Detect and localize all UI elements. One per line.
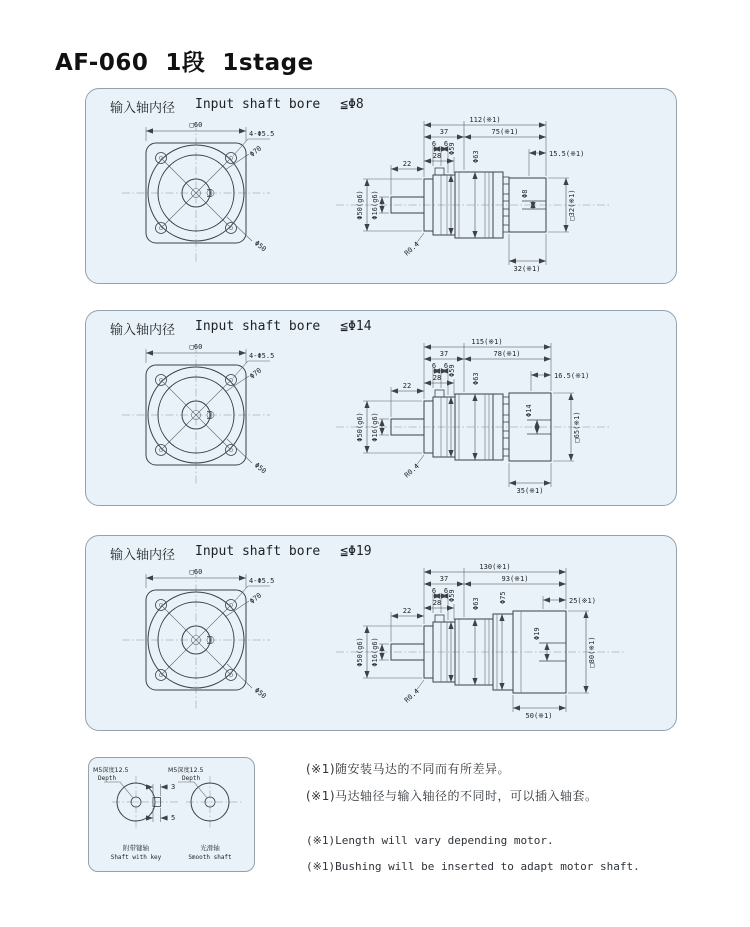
header-label-en: Input shaft bore	[195, 319, 321, 334]
front-view	[122, 121, 274, 263]
depth-label: Depth	[182, 775, 201, 782]
dim-body-diameter-2: Φ63	[472, 150, 480, 163]
dim-input-bore: Φ8	[521, 189, 529, 198]
dim-mount-holes: 4-Φ5.5	[249, 352, 275, 360]
dim-shaft-length: 22	[402, 160, 412, 168]
header-label-cn: 输入轴内径	[110, 101, 176, 116]
caption-smooth-shaft-cn: 光滑轴	[200, 844, 220, 852]
panel-header	[86, 536, 676, 563]
header-bore-spec: ≦Φ14	[340, 319, 372, 334]
dim-total-length: 112(※1)	[469, 116, 501, 124]
dim-pilot-front: Φ50	[252, 239, 268, 254]
caption-smooth-shaft-en: Smooth shaft	[188, 854, 232, 861]
dim-body-diameter-1: Φ59	[448, 142, 456, 155]
dim-bolt-circle: Φ70	[248, 144, 264, 159]
dim-ring-diameter: Φ75	[499, 591, 507, 604]
dim-pilot-diameter: Φ50(g6)	[356, 412, 364, 442]
dim-step-1: 6	[431, 140, 437, 148]
dim-step-1: 6	[431, 362, 437, 370]
dim-fillet: R0.4	[402, 240, 421, 258]
dim-mount-holes: 4-Φ5.5	[249, 130, 275, 138]
header-bore-spec: ≦Φ8	[340, 97, 364, 112]
dim-tip-length: 15.5(※1)	[549, 150, 585, 158]
dim-body-diameter-1: Φ59	[448, 364, 456, 377]
dim-step-2: 6	[443, 587, 449, 595]
dim-bolt-circle: Φ70	[248, 366, 264, 381]
side-view	[336, 116, 609, 273]
footnote-cn-2: (※1)马达轴径与输入轴径的不同时，可以插入轴套。	[306, 789, 598, 803]
caption-shaft-with-key-cn: 附带键轴	[123, 844, 149, 852]
dim-adapter-length: 50(※1)	[525, 712, 553, 720]
panel-header	[86, 311, 676, 338]
dim-28: 28	[432, 152, 442, 160]
dim-key-width: 3	[171, 783, 176, 791]
dim-28: 28	[432, 599, 442, 607]
footnote-en-2: (※1)Bushing will be inserted to adapt motor shaft.	[306, 860, 640, 873]
dim-flange-square: □60	[189, 343, 203, 351]
dim-body-diameter-1: Φ59	[448, 589, 456, 602]
front-view	[122, 343, 274, 485]
footnote-cn-1: (※1)随安装马达的不同而有所差异。	[306, 762, 511, 776]
dim-mount-holes: 4-Φ5.5	[249, 577, 275, 585]
header-label-en: Input shaft bore	[195, 97, 321, 112]
dim-flange-square: □60	[189, 121, 203, 129]
dim-flange-square: □60	[189, 568, 203, 576]
dim-stage-length: 37	[439, 350, 449, 358]
dim-motor-length: 75(※1)	[491, 128, 519, 136]
side-view	[336, 338, 611, 495]
caption-shaft-with-key-en: Shaft with key	[110, 854, 162, 861]
shaft-detail-drawing	[90, 760, 253, 870]
header-label-cn: 输入轴内径	[110, 323, 176, 338]
smooth-shaft-view	[168, 766, 242, 861]
dim-pilot-diameter: Φ50(g6)	[356, 190, 364, 220]
dim-motor-flange-square: □32(※1)	[568, 189, 576, 221]
dim-tip-length: 25(※1)	[569, 597, 596, 605]
dim-stage-length: 37	[439, 128, 449, 136]
dim-motor-flange-square: □65(※1)	[573, 411, 581, 443]
dim-shaft-length: 22	[402, 382, 412, 390]
dim-input-bore: Φ19	[533, 627, 541, 640]
shaft-with-key-view	[93, 766, 178, 861]
dim-output-shaft-diameter: Φ16(g6)	[371, 637, 379, 667]
dim-pilot-front: Φ50	[252, 461, 268, 476]
dim-output-shaft-diameter: Φ16(g6)	[371, 412, 379, 442]
tap-depth-note: M5深度12.5	[168, 767, 204, 774]
dim-motor-length: 93(※1)	[501, 575, 529, 583]
dim-adapter-length: 32(※1)	[513, 265, 541, 273]
depth-label: Depth	[98, 775, 117, 782]
panel-bore-8	[85, 88, 677, 284]
dim-input-bore: Φ14	[525, 404, 533, 417]
dim-fillet: R0.4	[402, 462, 421, 480]
dim-fillet: R0.4	[402, 687, 421, 705]
front-view	[122, 568, 274, 710]
dim-step-1: 6	[431, 587, 437, 595]
panel-bore-19	[85, 535, 677, 731]
side-view	[336, 563, 626, 720]
tap-depth-note: M5深度12.5	[93, 767, 129, 774]
dim-total-length: 115(※1)	[471, 338, 503, 346]
dim-total-length: 130(※1)	[479, 563, 511, 571]
panel-bore-14	[85, 310, 677, 506]
dim-adapter-length: 35(※1)	[516, 487, 544, 495]
dim-tip-length: 16.5(※1)	[554, 372, 590, 380]
dim-bolt-circle: Φ70	[248, 591, 264, 606]
header-bore-spec: ≦Φ19	[340, 544, 372, 559]
dim-shaft-length: 22	[402, 607, 412, 615]
drawing-bore-14	[86, 335, 678, 503]
dim-step-2: 6	[443, 140, 449, 148]
shaft-detail-box	[88, 757, 255, 872]
header-label-en: Input shaft bore	[195, 544, 321, 559]
drawing-bore-19	[86, 560, 678, 728]
header-label-cn: 输入轴内径	[110, 548, 176, 563]
footnote-en-1: (※1)Length will vary depending motor.	[306, 834, 554, 847]
dim-output-shaft-diameter: Φ16(g6)	[371, 190, 379, 220]
dim-body-diameter-2: Φ63	[472, 597, 480, 610]
page-title: AF-060 1段 1stage	[55, 50, 314, 76]
dim-step-2: 6	[443, 362, 449, 370]
dim-pilot-diameter: Φ50(g6)	[356, 637, 364, 667]
dim-stage-length: 37	[439, 575, 449, 583]
footnotes	[306, 760, 640, 886]
dim-body-diameter-2: Φ63	[472, 372, 480, 385]
drawing-bore-8	[86, 113, 678, 281]
panel-header	[86, 89, 676, 116]
dim-pilot-front: Φ50	[252, 686, 268, 701]
dim-motor-length: 78(※1)	[493, 350, 521, 358]
dim-key-height: 5	[171, 814, 176, 822]
dim-28: 28	[432, 374, 442, 382]
dim-motor-flange-square: □80(※1)	[588, 636, 596, 668]
